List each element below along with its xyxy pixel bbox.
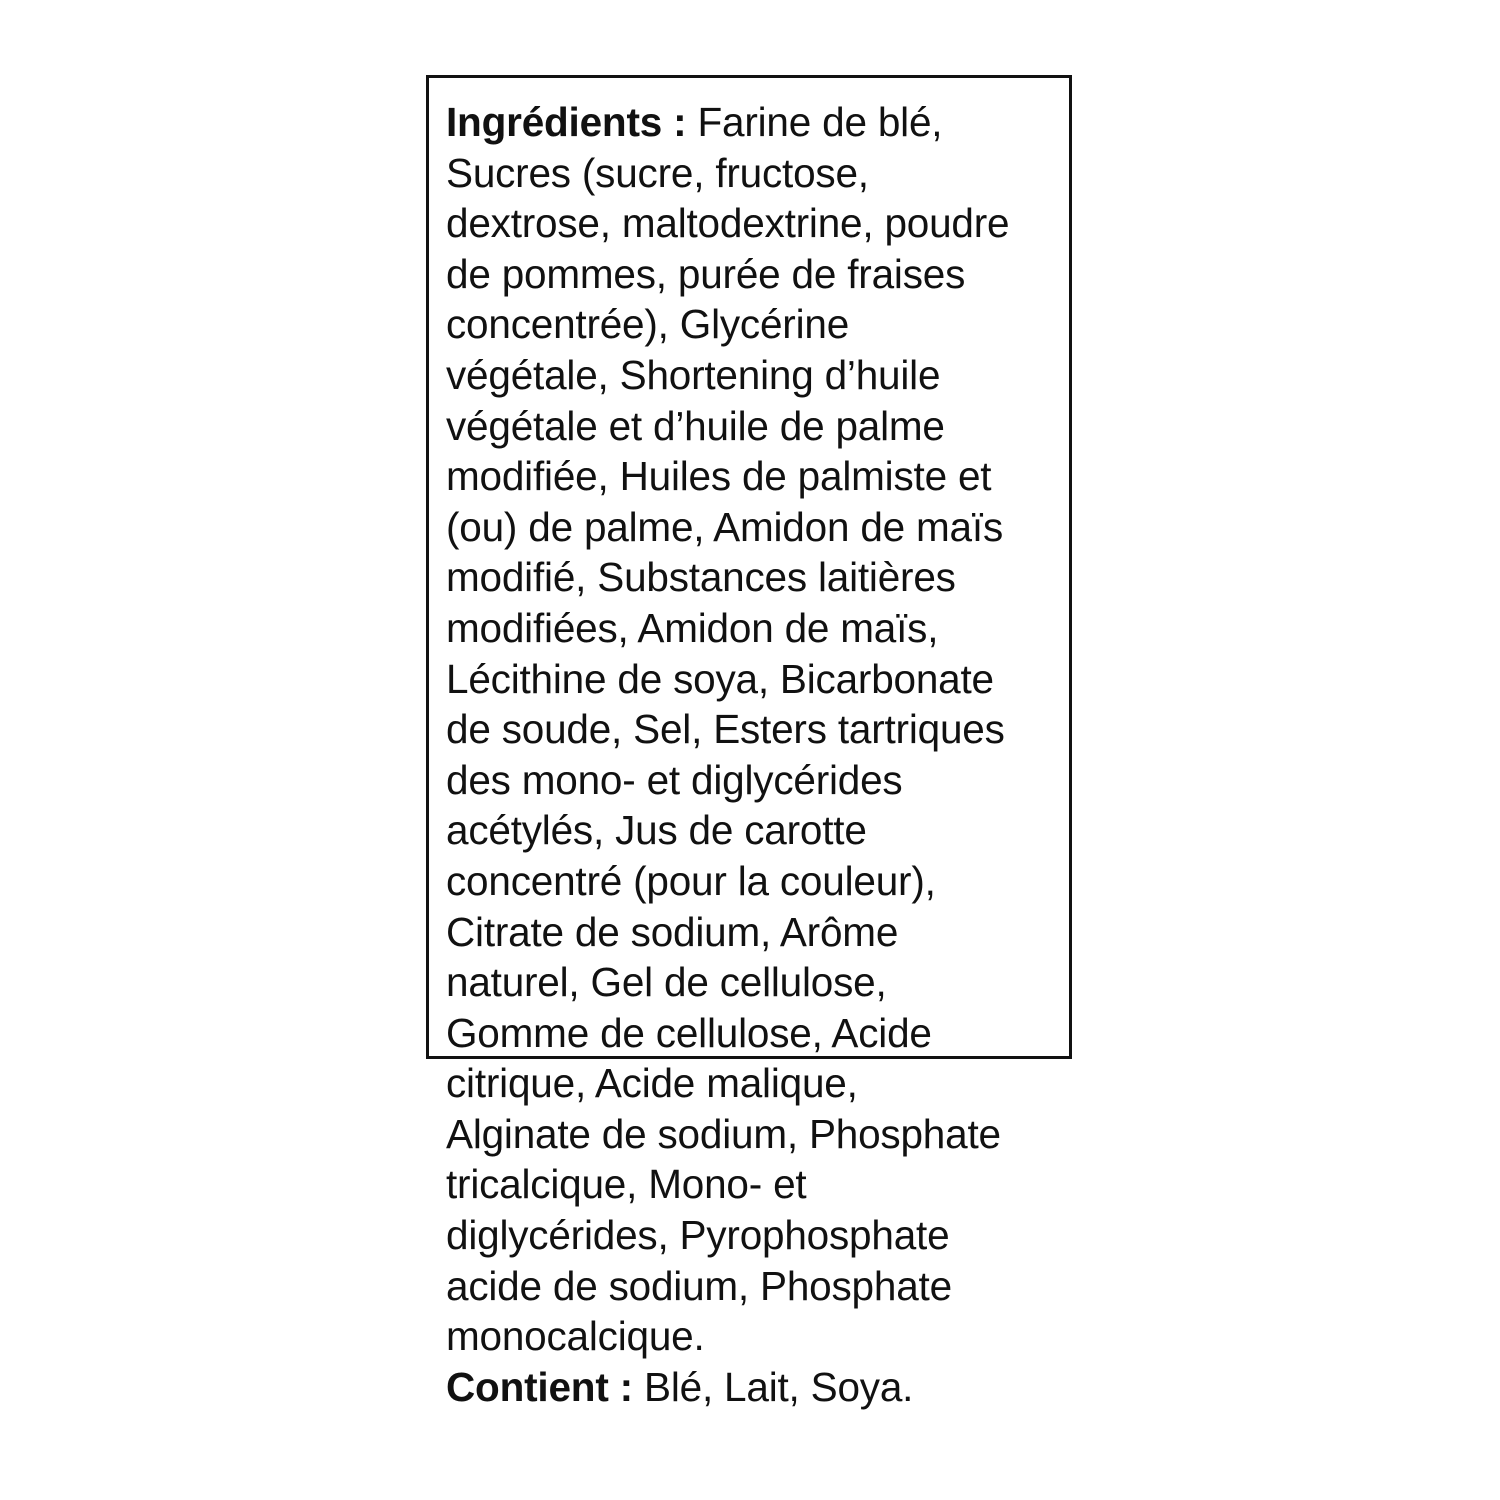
ingredients-text: monocalcique. [446,1313,705,1360]
contains-line [446,1362,1061,1413]
ingredients-text: acide de sodium, Phosphate [446,1262,952,1309]
ingredients-text: des mono- et diglycérides [446,756,903,803]
ingredients-text: Lécithine de soya, Bicarbonate [446,655,994,702]
ingredients-heading: Ingrédients : [446,99,687,145]
ingredients-text: naturel, Gel de cellulose, [446,959,887,1006]
ingredients-text: acétylés, Jus de carotte [446,807,867,854]
ingredients-text: modifié, Substances laitières [446,554,956,601]
contains-text: Blé, Lait, Soya. [632,1363,914,1410]
ingredients-text: végétale et d’huile de palme [446,402,945,449]
ingredients-text: Citrate de sodium, Arôme [446,908,899,955]
ingredients-text: modifiée, Huiles de palmiste et [446,453,992,500]
ingredients-text: concentré (pour la couleur), [446,857,936,904]
ingredients-text: citrique, Acide malique, [446,1060,858,1107]
ingredients-first-line [446,97,1061,148]
ingredients-label-box [426,75,1072,1410]
ingredients-text: modifiées, Amidon de maïs, [446,604,939,651]
ingredients-text: (ou) de palme, Amidon de maïs [446,503,1003,550]
ingredients-text: de soude, Sel, Esters tartriques [446,706,1005,753]
ingredients-text: végétale, Shortening d’huile [446,351,941,398]
contains-heading: Contient : [446,1363,633,1410]
ingredients-text: de pommes, purée de fraises [446,250,966,297]
ingredients-text: dextrose, maltodextrine, poudre [446,200,1010,247]
ingredients-text: concentrée), Glycérine [446,301,850,348]
ingredients-text: Alginate de sodium, Phosphate [446,1110,1001,1157]
ingredients-text: diglycérides, Pyrophosphate [446,1212,950,1259]
ingredients-text: Farine de blé, [686,99,943,145]
ingredients-text: Sucres (sucre, fructose, [446,149,869,196]
ingredients-text: Gomme de cellulose, Acide [446,1009,932,1056]
ingredients-text: tricalcique, Mono- et [446,1161,807,1208]
